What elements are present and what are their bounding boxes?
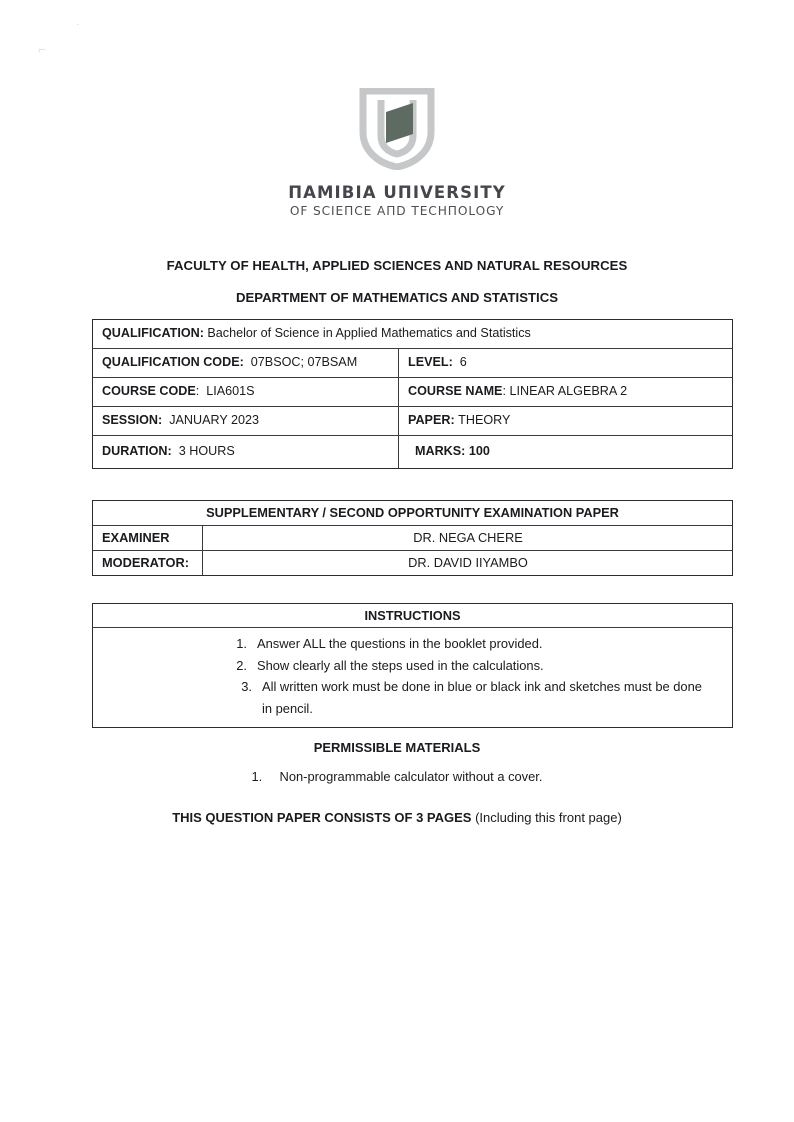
nust-shield-logo-icon xyxy=(359,88,435,170)
table-row-course xyxy=(93,378,732,407)
table-row-instructions-body xyxy=(93,628,732,727)
moderator-label: MODERATOR: xyxy=(93,551,203,575)
course-info-table xyxy=(92,319,733,469)
course-code-cell: COURSE CODE : LIA601S xyxy=(93,378,399,406)
permissible-materials-list xyxy=(0,769,794,784)
moderator-name: DR. DAVID IIYAMBO xyxy=(408,555,528,571)
department-title: DEPARTMENT OF MATHEMATICS AND STATISTICS xyxy=(235,290,559,305)
table-row-duration-marks xyxy=(93,436,732,468)
instruction-number: 1. xyxy=(236,636,247,651)
course-name-cell: COURSE NAME : LINEAR ALGEBRA 2 xyxy=(408,384,628,399)
session-cell xyxy=(93,407,399,435)
list-item xyxy=(252,769,543,784)
instructions-heading: INSTRUCTIONS xyxy=(364,607,461,623)
faculty-title: FACULTY OF HEALTH, APPLIED SCIENCES AND NATURAL RESOURCES xyxy=(166,258,628,273)
instruction-number: 2. xyxy=(236,657,247,673)
duration-cell xyxy=(93,436,399,468)
university-name: ΠAMIBIA UΠIVERSITY xyxy=(288,183,506,202)
table-row-session xyxy=(93,407,732,436)
paper-value: THEORY xyxy=(458,413,511,428)
course-code-label: COURSE CODE xyxy=(102,384,196,399)
exam-paper-heading: SUPPLEMENTARY / SECOND OPPORTUNITY EXAMINATION PAPER xyxy=(206,505,619,520)
qualification-code-label: QUALIFICATION CODE: xyxy=(102,355,244,370)
qualification-label: QUALIFICATION: xyxy=(102,326,204,341)
instructions-list xyxy=(93,628,732,727)
course-name-label: COURSE NAME xyxy=(408,384,503,399)
paper-cell xyxy=(399,407,732,435)
instruction-text: All written work must be done in blue or black ink and sketches must be done in pencil. xyxy=(262,679,702,717)
list-item xyxy=(93,633,714,655)
instructions-table xyxy=(92,603,733,728)
qualification-value: Bachelor of Science in Applied Mathematics and Statistics xyxy=(207,326,531,341)
list-item xyxy=(93,655,714,677)
table-row-instructions-heading xyxy=(93,604,732,628)
instruction-text: Show clearly all the steps used in the calculations. xyxy=(257,657,544,673)
list-item xyxy=(93,676,714,719)
session-label: SESSION: xyxy=(102,413,163,428)
permissible-materials-heading: PERMISSIBLE MATERIALS xyxy=(313,740,481,755)
examiner-label: EXAMINER xyxy=(93,526,203,550)
marks-label: MARKS: 100 xyxy=(415,444,490,459)
course-code-value: LIA601S xyxy=(206,384,255,399)
qualification-code-cell xyxy=(93,349,399,377)
table-row-examiner xyxy=(93,526,732,551)
level-value: 6 xyxy=(459,355,467,370)
examiner-table xyxy=(92,500,733,576)
university-subtitle: OF SCIEΠCE AΠD TECHΠOLOGY xyxy=(289,204,505,218)
table-row-exam-heading xyxy=(93,501,732,526)
marks-cell xyxy=(399,436,732,468)
session-value: JANUARY 2023 xyxy=(169,413,260,428)
page-count-regular: (Including this front page) xyxy=(471,810,622,825)
scan-artifact-dot: · xyxy=(76,19,80,31)
table-row-moderator xyxy=(93,551,732,575)
page-count-statement xyxy=(0,810,794,825)
instruction-number: 3. xyxy=(241,679,252,695)
level-cell xyxy=(399,349,732,377)
page-count-bold: THIS QUESTION PAPER CONSISTS OF 3 PAGES xyxy=(172,810,472,825)
examiner-name: DR. NEGA CHERE xyxy=(413,530,523,546)
material-number: 1. xyxy=(251,769,263,784)
paper-label: PAPER: xyxy=(408,413,455,428)
material-text: Non-programmable calculator without a cover. xyxy=(279,769,543,784)
qualification-cell xyxy=(93,320,732,348)
qualification-code-value: 07BSOC; 07BSAM xyxy=(250,355,358,370)
level-label: LEVEL: xyxy=(408,355,453,370)
instruction-text: Answer ALL the questions in the booklet provided. xyxy=(257,636,543,651)
duration-label: DURATION: xyxy=(102,444,172,459)
table-row-qualification-code xyxy=(93,349,732,378)
duration-value: 3 HOURS xyxy=(178,444,235,459)
course-name-value: LINEAR ALGEBRA 2 xyxy=(509,384,628,399)
table-row-qualification xyxy=(93,320,732,349)
scan-artifact-corner: ⌐ xyxy=(38,43,46,58)
logo-container xyxy=(0,88,794,170)
